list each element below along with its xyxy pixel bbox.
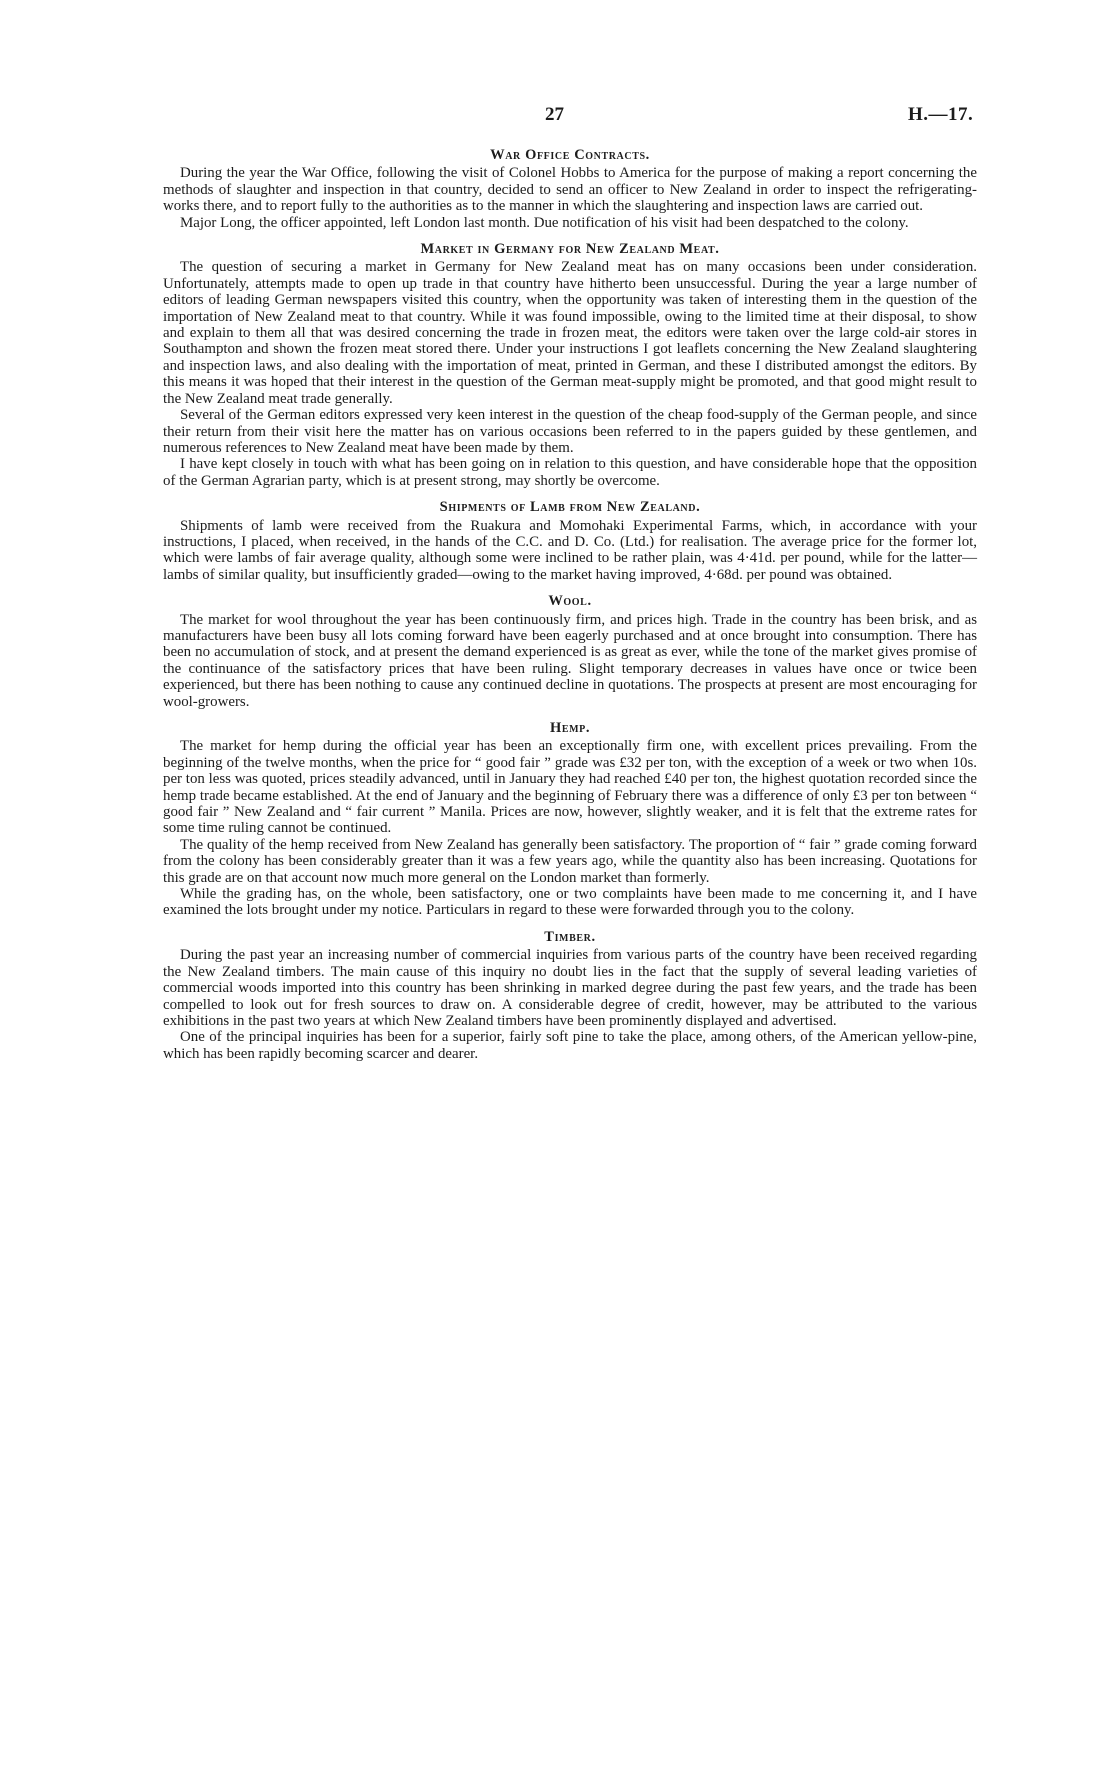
paragraph: One of the principal inquiries has been for a superior, fairly soft pine to take the place, among others, of the American yellow-pine, which has been rapidly becoming scarcer and dearer. bbox=[163, 1029, 977, 1062]
paragraph: Several of the German editors expressed very keen interest in the question of the cheap food-supply of the German people, and since their return from their visit here the matter has on various occasions been referred to in the papers guided by these gentlemen, and numerous references to New Zealand meat have been made by them. bbox=[163, 407, 977, 456]
paragraph: The question of securing a market in Germany for New Zealand meat has on many occasions been under consideration. Unfortunately, attempts made to open up trade in that country have hitherto been unsuccessful. During the year a large number of editors of leading German newspapers visited this country, when the opportunity was taken of interesting them in the question of the importation of New Zealand meat to that country. While it was found impossible, owing to the limited time at their disposal, to show and explain to them all that was desired concerning the trade in frozen meat, the editors were taken over the large cold-air stores in Southampton and shown the frozen meat stored there. Under your instructions I got leaflets concerning the New Zealand slaughtering and inspection laws, and also dealing with the importation of meat, printed in German, and these I distributed amongst the editors. By this means it was hoped that their interest in the question of the German meat-supply might be promoted, and that good might result to the New Zealand meat trade generally. bbox=[163, 259, 977, 407]
section-heading: War Office Contracts. bbox=[490, 147, 650, 163]
paragraph: I have kept closely in touch with what has been going on in relation to this question, and have considerable hope that the opposition of the German Agrarian party, which is at present strong, may shortly be overcome. bbox=[163, 456, 977, 489]
section-heading: Market in Germany for New Zealand Meat. bbox=[420, 241, 720, 258]
section-shipments-of-lamb bbox=[163, 499, 977, 583]
section-market-in-germany bbox=[163, 241, 977, 489]
paragraph: Shipments of lamb were received from the Ruakura and Momohaki Experimental Farms, which, in accordance with your instructions, I placed, when received, in the hands of the C.C. and D. Co. (Ltd.) for realisation. The average price for the former lot, which were lambs of fair average quality, although some were inclined to be rather plain, was 4·41d. per pound, while for the latter—lambs of similar quality, but insufficiently graded—owing to the market having improved, 4·68d. per pound was obtained. bbox=[163, 517, 977, 583]
section-timber bbox=[163, 929, 977, 1062]
paragraph: The market for wool throughout the year has been continuously firm, and prices high. Trade in the country has been brisk, and as manufacturers have been busy all lots coming forward have been eagerly purchased and at once brought into consumption. There has been no accumulation of stock, and at present the demand experienced is as great as ever, while the tone of the market gives promise of the continuance of the satisfactory prices that have been ruling. Slight temporary decreases in values have once or twice been experienced, but there has been nothing to cause any continued decline in quotations. The prospects at present are most encouraging for wool-growers. bbox=[163, 611, 977, 710]
paragraph: During the past year an increasing number of commercial inquiries from various parts of the country have been received regarding the New Zealand timbers. The main cause of this inquiry no doubt lies in the fact that the supply of several leading varieties of commercial woods imported into this country has been shrinking in marked degree during the past few years, and the trade has been compelled to look out for fresh sources to draw on. A considerable degree of credit, however, may be attributed to the various exhibitions in the past two years at which New Zealand timbers have been prominently displayed and advertised. bbox=[163, 947, 977, 1029]
paragraph: The market for hemp during the official year has been an exceptionally firm one, with excellent prices prevailing. From the beginning of the twelve months, when the price for “ good fair ” grade was £32 per ton, with the exception of a week or two when 10s. per ton less was quoted, prices steadily advanced, until in January they had reached £40 per ton, the highest quotation recorded since the hemp trade became established. At the end of January and the beginning of February there was a difference of only £3 per ton between “ good fair ” New Zealand and “ fair current ” Manila. Prices are now, however, slightly weaker, and it is felt that the extreme rates for some time ruling cannot be continued. bbox=[163, 738, 977, 837]
document-reference: H.—17. bbox=[908, 104, 974, 125]
section-wool bbox=[163, 593, 977, 710]
section-war-office-contracts bbox=[163, 147, 977, 231]
page-header bbox=[0, 104, 1114, 128]
paragraph: While the grading has, on the whole, been satisfactory, one or two complaints have been made to me concerning it, and I have examined the lots brought under my notice. Particulars in regard to these were forwarded through you to the colony. bbox=[163, 886, 977, 919]
section-hemp bbox=[163, 720, 977, 919]
paragraph: During the year the War Office, following the visit of Colonel Hobbs to America for the purpose of making a report concerning the methods of slaughter and inspection in that country, decided to send an officer to New Zealand in order to inspect the refrigerating-works there, and to report fully to the authorities as to the manner in which the slaughtering and inspection laws are carried out. bbox=[163, 165, 977, 215]
section-heading: Wool. bbox=[548, 593, 592, 610]
section-heading: Timber. bbox=[544, 928, 596, 945]
section-heading: Hemp. bbox=[549, 720, 591, 736]
section-heading: Shipments of Lamb from New Zealand. bbox=[439, 499, 701, 516]
paragraph: Major Long, the officer appointed, left London last month. Due notification of his visit had been despatched to the colony. bbox=[180, 214, 909, 231]
document-body bbox=[163, 147, 977, 1062]
page-number: 27 bbox=[545, 104, 564, 125]
paragraph: The quality of the hemp received from New Zealand has generally been satisfactory. The proportion of “ fair ” grade coming forward from the colony has been considerably greater than it was a few years ago, while the quantity also has been increasing. Quotations for this grade are on that account now much more general on the London market than formerly. bbox=[163, 836, 977, 886]
